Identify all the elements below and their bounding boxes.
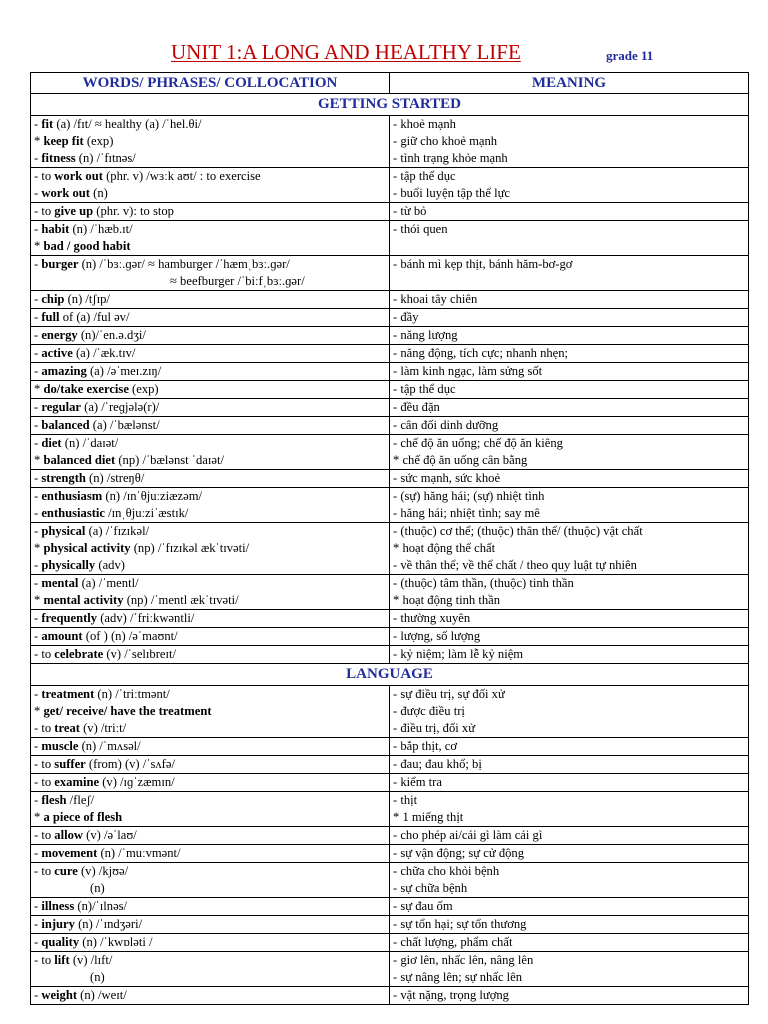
- meaning-cell: [390, 488, 749, 523]
- table-row: [31, 756, 749, 774]
- table-row: [31, 845, 749, 863]
- word-line: - physically (adv): [34, 558, 125, 572]
- meaning-cell: [390, 327, 749, 345]
- meaning-cell: [390, 792, 749, 827]
- word-line: - burger (n) /ˈbɜː.ɡər/ ≈ hamburger /ˈhæmˌbɜː.ɡər/: [34, 257, 290, 271]
- word-line: * physical activity (np) /ˈfɪzɪkəl ækˈtɪvəti/: [34, 541, 250, 555]
- meaning-cell: [390, 417, 749, 435]
- word-cell: [31, 987, 390, 1005]
- headword: lift: [54, 953, 70, 967]
- meaning-line: * 1 miếng thịt: [393, 810, 464, 824]
- headword: allow: [54, 828, 83, 842]
- word-line: - diet (n) /ˈdaɪət/: [34, 436, 119, 450]
- column-header-words: WORDS/ PHRASES/ COLLOCATION: [31, 73, 390, 94]
- word-cell: [31, 827, 390, 845]
- word-cell: [31, 470, 390, 488]
- headword: physically: [41, 558, 96, 572]
- word-cell: [31, 575, 390, 610]
- meaning-line: * hoạt động tinh thần: [393, 593, 501, 607]
- word-line: * balanced diet (np) /ˈbælənst ˈdaɪət/: [34, 453, 224, 467]
- word-line: - illness (n)/ˈɪlnəs/: [34, 899, 128, 913]
- word-cell: [31, 168, 390, 203]
- word-cell: [31, 221, 390, 256]
- headword: bad / good habit: [43, 239, 131, 253]
- meaning-cell: [390, 345, 749, 363]
- meaning-line: - làm kinh ngạc, làm sửng sốt: [393, 364, 543, 378]
- table-row: [31, 488, 749, 523]
- meaning-cell: [390, 399, 749, 417]
- meaning-cell: [390, 435, 749, 470]
- table-row: [31, 774, 749, 792]
- word-line: - habit (n) /ˈhæb.ɪt/: [34, 222, 133, 236]
- meaning-line: - cân đối dinh dưỡng: [393, 418, 499, 432]
- meaning-cell: [390, 575, 749, 610]
- meaning-line: - tình trạng khỏe mạnh: [393, 151, 508, 165]
- meaning-cell: [390, 934, 749, 952]
- word-cell: [31, 628, 390, 646]
- meaning-line: - điều trị, đối xử: [393, 721, 476, 735]
- headword: work out: [54, 169, 103, 183]
- word-cell: [31, 756, 390, 774]
- meaning-line: * chế độ ăn uống cân bằng: [393, 453, 528, 467]
- headword: chip: [41, 292, 65, 306]
- table-row: [31, 628, 749, 646]
- meaning-cell: [390, 291, 749, 309]
- word-line: - quality (n) /ˈkwɒləti /: [34, 935, 153, 949]
- word-cell: [31, 291, 390, 309]
- meaning-line: - bắp thịt, cơ: [393, 739, 458, 753]
- table-row: [31, 686, 749, 738]
- word-cell: [31, 863, 390, 898]
- word-cell: [31, 738, 390, 756]
- table-row: [31, 610, 749, 628]
- headword: amount: [41, 629, 83, 643]
- headword: illness: [41, 899, 75, 913]
- headword: balanced: [41, 418, 90, 432]
- meaning-line: - giữ cho khoẻ mạnh: [393, 134, 498, 148]
- headword: mental: [41, 576, 79, 590]
- table-row: [31, 168, 749, 203]
- meaning-line: - về thân thể; về thể chất / theo quy luật tự nhiên: [393, 558, 637, 572]
- table-row: [31, 381, 749, 399]
- meaning-line: - (sự) hăng hái; (sự) nhiệt tình: [393, 489, 545, 503]
- meaning-line: - sức mạnh, sức khoẻ: [393, 471, 501, 485]
- word-cell: [31, 116, 390, 168]
- meaning-cell: [390, 646, 749, 664]
- table-row: [31, 916, 749, 934]
- word-line: - physical (a) /ˈfɪzɪkəl/: [34, 524, 150, 538]
- word-line: - strength (n) /streŋθ/: [34, 471, 145, 485]
- meaning-cell: [390, 686, 749, 738]
- table-row: [31, 898, 749, 916]
- word-line: * a piece of flesh: [34, 810, 123, 824]
- word-cell: [31, 646, 390, 664]
- table-row: [31, 203, 749, 221]
- table-row: [31, 827, 749, 845]
- meaning-line: - sự nâng lên; sự nhấc lên: [393, 970, 523, 984]
- word-cell: [31, 381, 390, 399]
- meaning-cell: [390, 774, 749, 792]
- word-line: - regular (a) /ˈreɡjələ(r)/: [34, 400, 160, 414]
- meaning-cell: [390, 363, 749, 381]
- word-cell: [31, 363, 390, 381]
- section-row: [31, 664, 749, 686]
- word-line: - chip (n) /tʃɪp/: [34, 292, 110, 306]
- word-cell: [31, 203, 390, 221]
- word-cell: [31, 417, 390, 435]
- table-row: [31, 116, 749, 168]
- headword: quality: [41, 935, 80, 949]
- meaning-line: - buổi luyện tập thể lực: [393, 186, 510, 200]
- table-row: [31, 309, 749, 327]
- word-line: * get/ receive/ have the treatment: [34, 704, 212, 718]
- headword: examine: [54, 775, 100, 789]
- meaning-line: - từ bỏ: [393, 204, 427, 218]
- table-row: [31, 470, 749, 488]
- word-line: (n): [90, 970, 105, 984]
- word-line: - amount (of ) (n) /əˈmaʊnt/: [34, 629, 178, 643]
- meaning-cell: [390, 256, 749, 291]
- meaning-cell: [390, 987, 749, 1005]
- word-line: ≈ beefburger /ˈbiːfˌbɜː.ɡər/: [170, 274, 305, 288]
- table-row: [31, 221, 749, 256]
- table-row: [31, 291, 749, 309]
- word-cell: [31, 488, 390, 523]
- meaning-cell: [390, 168, 749, 203]
- word-cell: [31, 916, 390, 934]
- word-line: * do/take exercise (exp): [34, 382, 159, 396]
- word-line: - to work out (phr. v) /wɜːk aʊt/ : to exercise: [34, 169, 261, 183]
- headword: energy: [41, 328, 78, 342]
- meaning-cell: [390, 738, 749, 756]
- meaning-line: - (thuộc) cơ thể; (thuộc) thân thể/ (thuộc) vật chất: [393, 524, 643, 538]
- meaning-line: - đầy: [393, 310, 419, 324]
- meaning-line: - chữa cho khỏi bệnh: [393, 864, 500, 878]
- headword: burger: [41, 257, 79, 271]
- table-row: [31, 256, 749, 291]
- table-row: [31, 575, 749, 610]
- word-line: - flesh /fleʃ/: [34, 793, 95, 807]
- word-line: * bad / good habit: [34, 239, 131, 253]
- headword: weight: [41, 988, 78, 1002]
- table-row: [31, 646, 749, 664]
- meaning-line: - sự chữa bệnh: [393, 881, 468, 895]
- word-line: - enthusiastic /ɪnˌθjuːziˈæstɪk/: [34, 506, 189, 520]
- word-line: - mental (a) /ˈmentl/: [34, 576, 139, 590]
- word-line: - treatment (n) /ˈtriːtmənt/: [34, 687, 170, 701]
- meaning-line: - tập thể dục: [393, 169, 456, 183]
- word-cell: [31, 952, 390, 987]
- meaning-cell: [390, 116, 749, 168]
- word-line: - to suffer (from) (v) /ˈsʌfə/: [34, 757, 175, 771]
- word-line: - to cure (v) /kjʊə/: [34, 864, 129, 878]
- meaning-cell: [390, 203, 749, 221]
- meaning-cell: [390, 309, 749, 327]
- meaning-cell: [390, 628, 749, 646]
- meaning-line: - đều đặn: [393, 400, 440, 414]
- headword: physical activity: [43, 541, 131, 555]
- unit-title: UNIT 1:A LONG AND HEALTHY LIFE: [171, 40, 521, 64]
- headword: habit: [41, 222, 70, 236]
- headword: flesh: [41, 793, 67, 807]
- word-line: - frequently (adv) /ˈfriːkwəntli/: [34, 611, 195, 625]
- meaning-line: - sự vận động; sự cử động: [393, 846, 525, 860]
- meaning-line: - vật nặng, trọng lượng: [393, 988, 509, 1002]
- table-row: [31, 435, 749, 470]
- headword: strength: [41, 471, 86, 485]
- meaning-cell: [390, 756, 749, 774]
- meaning-line: - sự đau ốm: [393, 899, 453, 913]
- meaning-line: - bánh mì kẹp thịt, bánh hăm-bơ-gơ: [393, 257, 573, 271]
- meaning-line: - khoẻ mạnh: [393, 117, 456, 131]
- word-line: * keep fit (exp): [34, 134, 114, 148]
- meaning-cell: [390, 827, 749, 845]
- headword: keep fit: [43, 134, 84, 148]
- meaning-line: - thói quen: [393, 222, 448, 236]
- word-cell: [31, 327, 390, 345]
- meaning-line: - đau; đau khổ; bị: [393, 757, 482, 771]
- word-line: - movement (n) /ˈmuːvmənt/: [34, 846, 181, 860]
- meaning-line: - cho phép ai/cái gì làm cái gì: [393, 828, 543, 842]
- word-cell: [31, 610, 390, 628]
- word-cell: [31, 898, 390, 916]
- word-line: - enthusiasm (n) /ɪnˈθjuːziæzəm/: [34, 489, 202, 503]
- meaning-line: - chế độ ăn uống; chế độ ăn kiêng: [393, 436, 563, 450]
- word-cell: [31, 256, 390, 291]
- meaning-cell: [390, 898, 749, 916]
- meaning-line: - chất lượng, phẩm chất: [393, 935, 513, 949]
- meaning-cell: [390, 381, 749, 399]
- word-line: - to lift (v) /lɪft/: [34, 953, 113, 967]
- section-row: [31, 94, 749, 116]
- table-row: [31, 523, 749, 575]
- meaning-line: - hăng hái; nhiệt tình; say mê: [393, 506, 540, 520]
- word-cell: [31, 399, 390, 417]
- meaning-cell: [390, 863, 749, 898]
- meaning-line: - tập thể dục: [393, 382, 456, 396]
- headword: physical: [41, 524, 86, 538]
- headword: enthusiasm: [41, 489, 103, 503]
- headword: fit: [41, 117, 54, 131]
- table-header-row: [31, 73, 749, 94]
- headword: amazing: [41, 364, 87, 378]
- table-row: [31, 952, 749, 987]
- headword: get/ receive/ have the treatment: [43, 704, 212, 718]
- headword: cure: [54, 864, 78, 878]
- word-line: - weight (n) /weɪt/: [34, 988, 127, 1002]
- word-line: * mental activity (np) /ˈmentl ækˈtɪvəti/: [34, 593, 239, 607]
- headword: muscle: [41, 739, 79, 753]
- meaning-line: - thịt: [393, 793, 418, 807]
- word-line: - muscle (n) /ˈmʌsəl/: [34, 739, 141, 753]
- headword: do/take exercise: [43, 382, 129, 396]
- headword: a piece of flesh: [43, 810, 123, 824]
- meaning-line: * hoạt động thể chất: [393, 541, 496, 555]
- headword: give up: [54, 204, 94, 218]
- headword: frequently: [41, 611, 98, 625]
- table-row: [31, 345, 749, 363]
- section-title: LANGUAGE: [31, 664, 749, 686]
- word-cell: [31, 686, 390, 738]
- word-line: - injury (n) /ˈɪndʒəri/: [34, 917, 143, 931]
- meaning-line: - sự điều trị, sự đối xử: [393, 687, 505, 701]
- word-line: - fitness (n) /ˈfɪtnəs/: [34, 151, 136, 165]
- headword: regular: [41, 400, 81, 414]
- word-line: - fit (a) /fɪt/ ≈ healthy (a) /ˈhel.θi/: [34, 117, 202, 131]
- meaning-cell: [390, 221, 749, 256]
- grade-label: grade 11: [606, 48, 654, 63]
- word-line: - to treat (v) /triːt/: [34, 721, 127, 735]
- column-header-meaning: MEANING: [390, 73, 749, 94]
- word-line: - active (a) /ˈæk.tɪv/: [34, 346, 136, 360]
- table-row: [31, 934, 749, 952]
- word-cell: [31, 523, 390, 575]
- meaning-line: - năng động, tích cực; nhanh nhẹn;: [393, 346, 569, 360]
- meaning-cell: [390, 916, 749, 934]
- table-row: [31, 363, 749, 381]
- table-row: [31, 417, 749, 435]
- headword: injury: [41, 917, 75, 931]
- headword: enthusiastic: [41, 506, 106, 520]
- word-line: - energy (n)/ˈen.ə.dʒi/: [34, 328, 146, 342]
- headword: treatment: [41, 687, 95, 701]
- table-row: [31, 327, 749, 345]
- table-row: [31, 399, 749, 417]
- meaning-cell: [390, 952, 749, 987]
- headword: diet: [41, 436, 62, 450]
- word-cell: [31, 934, 390, 952]
- meaning-line: - kỷ niệm; làm lễ kỷ niệm: [393, 647, 524, 661]
- meaning-line: - lượng, số lượng: [393, 629, 481, 643]
- word-line: (n): [90, 881, 105, 895]
- page-header: [0, 40, 768, 70]
- meaning-line: - sự tổn hại; sự tổn thương: [393, 917, 527, 931]
- meaning-line: - khoai tây chiên: [393, 292, 478, 306]
- meaning-line: - thường xuyên: [393, 611, 471, 625]
- headword: fitness: [41, 151, 76, 165]
- meaning-cell: [390, 845, 749, 863]
- word-line: - to allow (v) /əˈlaʊ/: [34, 828, 137, 842]
- word-cell: [31, 309, 390, 327]
- table-row: [31, 792, 749, 827]
- headword: mental activity: [43, 593, 124, 607]
- table-row: [31, 987, 749, 1005]
- meaning-line: - năng lượng: [393, 328, 458, 342]
- word-line: - to give up (phr. v): to stop: [34, 204, 174, 218]
- headword: celebrate: [54, 647, 104, 661]
- word-cell: [31, 774, 390, 792]
- word-line: - to examine (v) /ɪɡˈzæmɪn/: [34, 775, 175, 789]
- headword: movement: [41, 846, 98, 860]
- meaning-cell: [390, 610, 749, 628]
- headword: balanced diet: [43, 453, 116, 467]
- word-line: - full of (a) /ful əv/: [34, 310, 130, 324]
- meaning-line: - kiểm tra: [393, 775, 442, 789]
- headword: suffer: [54, 757, 86, 771]
- headword: full: [41, 310, 60, 324]
- word-cell: [31, 845, 390, 863]
- word-line: - balanced (a) /ˈbælənst/: [34, 418, 160, 432]
- section-title: GETTING STARTED: [31, 94, 749, 116]
- meaning-line: - được điều trị: [393, 704, 465, 718]
- headword: work out: [41, 186, 90, 200]
- meaning-line: - giơ lên, nhấc lên, nâng lên: [393, 953, 534, 967]
- word-cell: [31, 345, 390, 363]
- vocabulary-table: [30, 72, 749, 1005]
- meaning-line: - (thuộc) tâm thần, (thuộc) tinh thần: [393, 576, 574, 590]
- headword: active: [41, 346, 73, 360]
- word-cell: [31, 435, 390, 470]
- meaning-cell: [390, 523, 749, 575]
- word-line: - amazing (a) /əˈmeɪ.zɪŋ/: [34, 364, 162, 378]
- table-row: [31, 863, 749, 898]
- word-line: - to celebrate (v) /ˈselɪbreɪt/: [34, 647, 176, 661]
- word-cell: [31, 792, 390, 827]
- meaning-cell: [390, 470, 749, 488]
- headword: treat: [54, 721, 80, 735]
- table-row: [31, 738, 749, 756]
- word-line: - work out (n): [34, 186, 108, 200]
